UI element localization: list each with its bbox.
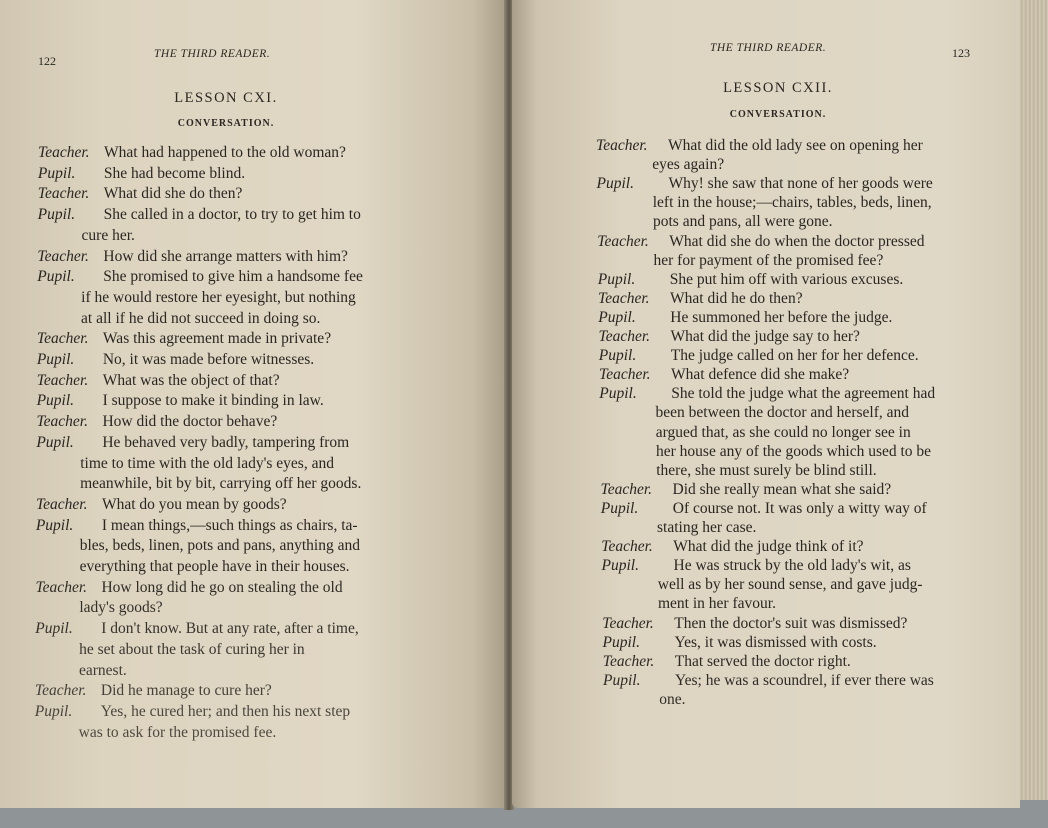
dialogue-text: been between the doctor and herself, and [655,404,909,422]
dialogue-text: How did the doctor behave? [102,413,278,431]
dialogue-text: stating her case. [657,519,757,536]
dialogue-text: Of course not. It was only a witty way of [672,499,927,517]
dialogue-text: at all if he did not succeed in doing so. [81,309,321,327]
dialogue-text: Did he manage to cure her? [100,682,272,700]
speaker-label: Pupil. [599,385,637,403]
dialogue-text: pots and pans, all were gone. [653,213,833,231]
dialogue-text: What was the object of that? [102,371,280,389]
dialogue-text: was to ask for the promised fee. [78,723,277,741]
dialogue-text: She called in a doctor, to try to get him to [103,206,361,224]
dialogue-text: How long did he go on stealing the old [101,578,343,596]
dialogue-text: What did he do then? [670,289,803,307]
speaker-label: Teacher. [35,495,88,513]
speaker-label: Pupil. [601,557,639,575]
running-head: THE THIRD READER. [154,48,271,60]
dialogue-text: That served the doctor right. [674,652,851,670]
speaker-label: Teacher. [38,144,90,161]
speaker-label: Pupil. [34,702,73,720]
speaker-label: Pupil. [35,620,73,638]
speaker-label: Pupil. [36,351,75,368]
speaker-label: Teacher. [596,137,648,154]
page-number: 122 [38,54,56,68]
dialogue-text: one. [659,690,686,708]
speaker-label: Pupil. [36,392,75,410]
dialogue-text: argued that, as she could no longer see in [655,423,911,441]
dialogue-text: What had happened to the old woman? [104,144,346,161]
lesson-subtitle: CONVERSATION. [729,109,827,120]
dialogue-text: What did the judge say to her? [670,328,860,345]
dialogue-text: eyes again? [652,156,725,174]
left-page [0,0,508,808]
running-head: THE THIRD READER. [710,42,827,54]
page-number: 123 [952,46,970,60]
speaker-label: Pupil. [37,164,76,182]
dialogue-text: Did she really mean what she said? [672,480,892,498]
speaker-label: Teacher. [598,328,651,345]
speaker-label: Teacher. [602,652,655,670]
speaker-label: Teacher. [601,538,653,556]
speaker-label: Pupil. [36,433,74,451]
dialogue-text: What did she do then? [103,185,243,203]
dialogue-text: She told the judge what the agreement had [671,385,936,403]
dialogue-text: What do you mean by goods? [101,495,287,513]
dialogue-text: No, it was made before witnesses. [102,351,315,368]
dialogue-text: I mean things,—such things as chairs, ta- [101,516,358,534]
dialogue-text: She put him off with various excuses. [669,270,904,288]
dialogue-text: her house any of the goods which used to be [656,442,932,460]
speaker-label: Teacher. [598,289,650,307]
dialogue-text: everything that people have in their houses. [79,558,350,575]
speaker-label: Pupil. [600,499,639,517]
speaker-label: Teacher. [602,614,654,632]
speaker-label: Pupil. [597,270,636,288]
dialogue-text: earnest. [79,661,127,679]
speaker-label: Teacher. [35,578,88,596]
speaker-label: Pupil. [598,347,637,365]
dialogue-text: He was struck by the old lady's wit, as [673,557,911,575]
dialogue-text: Why! she saw that none of her goods were [668,175,933,193]
dialogue-text: her for payment of the promised fee? [653,251,884,269]
lesson-title: LESSON CXI. [174,90,278,106]
dialogue-text: I don't know. But at any rate, after a time, [101,620,359,638]
dialogue-text: lady's goods? [79,599,163,617]
lesson-title: LESSON CXII. [723,80,833,96]
speaker-label: Teacher. [37,247,89,265]
speaker-label: Pupil. [35,516,74,534]
speaker-label: Teacher. [597,232,649,250]
dialogue-text: She promised to give him a handsome fee [103,268,363,286]
dialogue-text: there, she must surely be blind still. [656,461,877,479]
dialogue-text: Yes, it was dismissed with costs. [674,633,877,651]
dialogue-text: ment in her favour. [658,595,776,613]
dialogue-text: How did she arrange matters with him? [103,247,348,265]
dialogue-text: He behaved very badly, tampering from [102,433,350,451]
speaker-label: Teacher. [34,682,87,700]
speaker-label: Teacher. [599,366,651,384]
speaker-label: Pupil. [602,633,640,651]
dialogue-text: well as by her sound sense, and gave judg- [657,576,923,594]
dialogue-text: time to time with the old lady's eyes, and [80,454,334,472]
dialogue-text: The judge called on her for her defence. [670,347,919,365]
speaker-label: Teacher. [37,185,90,203]
lesson-subtitle: CONVERSATION. [177,118,275,129]
speaker-label: Teacher. [36,330,89,348]
dialogue-text: Yes, he cured her; and then his next step [100,702,351,720]
dialogue-text: What defence did she make? [671,366,850,384]
dialogue-text: left in the house;—chairs, tables, beds, linen, [652,194,932,212]
speaker-label: Teacher. [36,413,88,431]
dialogue-text: What did the old lady see on opening her [668,137,923,154]
speaker-label: Pupil. [598,308,636,326]
page-edges [1020,0,1048,800]
dialogue-text: What did she do when the doctor pressed [669,232,925,250]
dialogue-text: What did the judge think of it? [673,538,864,556]
dialogue-text: bles, beds, linen, pots and pans, anything and [79,537,360,555]
dialogue-text: he set about the task of curing her in [79,640,305,658]
dialogue-text: Was this agreement made in private? [102,330,332,348]
dialogue-text: She had become blind. [103,164,246,182]
speaker-label: Teacher. [36,371,89,389]
dialogue-text: cure her. [81,226,135,244]
right-page [512,0,1020,808]
dialogue-text: Then the doctor's suit was dismissed? [674,614,908,632]
dialogue-text: meanwhile, bit by bit, carrying off her goods. [80,475,362,493]
dialogue-text: I suppose to make it binding in law. [102,392,324,410]
speaker-label: Pupil. [37,206,76,224]
speaker-label: Teacher. [600,480,653,498]
speaker-label: Pupil. [37,268,75,286]
dialogue-text: Yes; he was a scoundrel, if ever there was [675,671,934,689]
dialogue-text: He summoned her before the judge. [670,308,893,326]
speaker-label: Pupil. [603,671,641,689]
speaker-label: Pupil. [596,175,634,193]
dialogue-text: if he would restore her eyesight, but nothing [81,288,356,306]
